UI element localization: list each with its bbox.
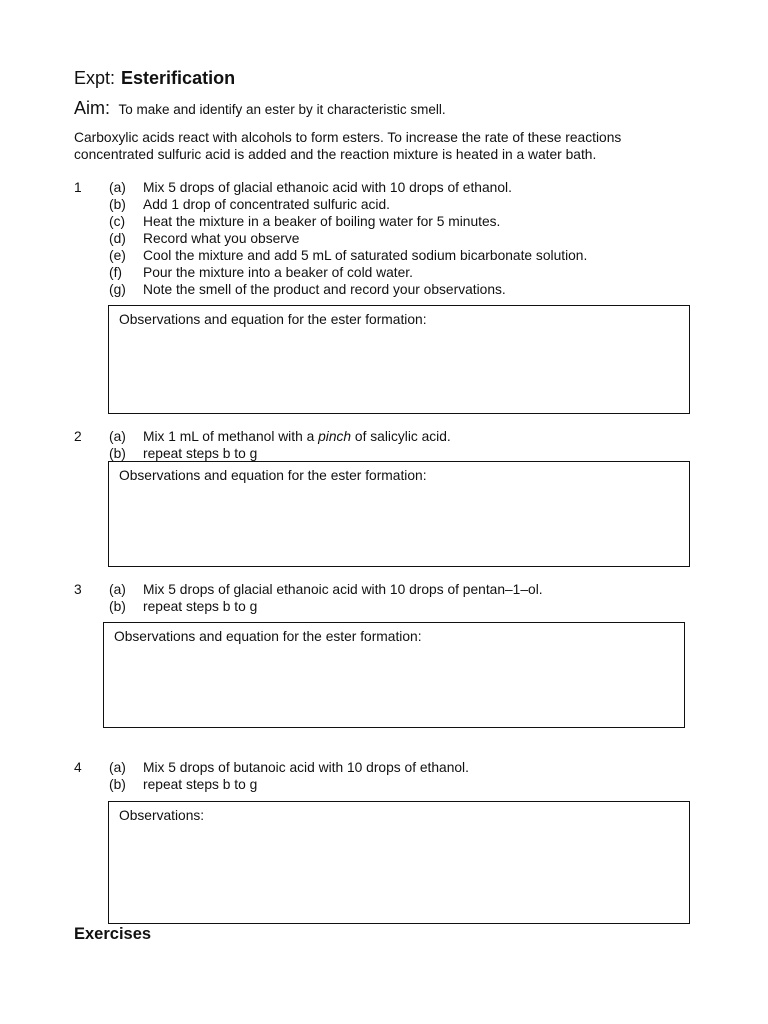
observations-box-1[interactable] [108,305,690,414]
step-text: Add 1 drop of concentrated sulfuric acid. [143,197,390,212]
step-text: Mix 5 drops of glacial ethanoic acid with 10 drops of pentan–1–ol. [143,582,543,597]
observations-box-4[interactable] [108,801,690,924]
aim-label: Aim: [74,98,110,118]
observations-label: Observations and equation for the ester formation: [114,629,422,644]
step-text: Mix 5 drops of glacial ethanoic acid with 10 drops of ethanol. [143,180,512,195]
step-letter: (b) [109,599,126,614]
step-text: Cool the mixture and add 5 mL of saturated sodium bicarbonate solution. [143,248,588,263]
step-text: Mix 5 drops of butanoic acid with 10 drops of ethanol. [143,760,469,775]
step-letter: (d) [109,231,126,246]
observations-box-2[interactable] [108,461,690,567]
aim-line [74,98,446,119]
section-number: 1 [74,180,82,195]
observations-label: Observations: [119,808,205,823]
step-text: repeat steps b to g [143,446,258,461]
experiment-title [74,66,235,90]
observations-label: Observations and equation for the ester formation: [119,468,427,483]
step-text: Note the smell of the product and record your observations. [143,282,506,297]
step-text-part: Mix 1 mL of methanol with a [143,429,319,444]
expt-title: Esterification [121,68,236,88]
step-letter: (a) [109,180,126,195]
section-number: 2 [74,429,82,444]
intro-paragraph [74,129,621,163]
step-letter: (b) [109,446,126,461]
step-text [143,428,451,445]
observations-box-3[interactable] [103,622,685,728]
section-number: 3 [74,582,82,597]
step-letter: (g) [109,282,126,297]
step-letter: (a) [109,760,126,775]
step-letter: (a) [109,429,126,444]
step-text: Pour the mixture into a beaker of cold water. [143,265,413,280]
step-text: Record what you observe [143,231,300,246]
step-text: repeat steps b to g [143,777,258,792]
section-number: 4 [74,760,82,775]
step-letter: (a) [109,582,126,597]
aim-text: To make and identify an ester by it characteristic smell. [118,102,446,117]
step-text: repeat steps b to g [143,599,258,614]
observations-label: Observations and equation for the ester formation: [119,312,427,327]
step-letter: (b) [109,197,126,212]
step-letter: (b) [109,777,126,792]
intro-line: concentrated sulfuric acid is added and the reaction mixture is heated in a water bath. [74,147,597,162]
exercises-heading: Exercises [74,925,152,943]
expt-label: Expt: [74,68,116,88]
step-letter: (f) [109,265,123,280]
step-text: Heat the mixture in a beaker of boiling water for 5 minutes. [143,214,501,229]
step-letter: (c) [109,214,126,229]
intro-line: Carboxylic acids react with alcohols to form esters. To increase the rate of these reactions [74,130,622,145]
step-text-italic: pinch [318,429,352,444]
step-text-part: of salicylic acid. [351,429,451,444]
step-letter: (e) [109,248,126,263]
